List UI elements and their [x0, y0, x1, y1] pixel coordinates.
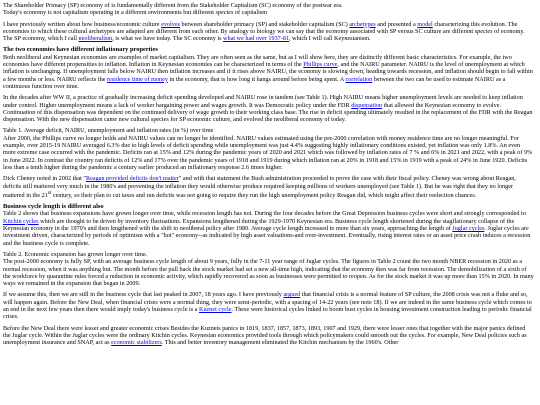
intro-line-2: Today's economy is not capitalism operating in a different environments but different species of capitalism — [3, 9, 268, 17]
table2-caption: Table 2. Economic expansion has grown longer over time. — [3, 250, 148, 258]
text-segment: . These were historical cycles linked to boom bust cycles in housing investment construction leading to periodic financial crises. — [3, 306, 532, 321]
paragraph-deficit-nairu — [3, 94, 534, 123]
link-correlation[interactable]: correlation — [345, 75, 373, 83]
link-evolves[interactable]: evolves — [161, 20, 180, 28]
paragraph-archetypes — [3, 21, 534, 43]
paragraph-post-2000: After 2000, the Phillips curve no longer holds and NAIRU values can no longer be identified. NAIRU values estimated using the pre-2000 correlation with money residence time are no longer meaningful. For example, over 2015-19 NAIRU averaged 6.3% due to high levels of deficit spending while unemployment was just 4.4% suggesting highly inflationary conditions existed, yet inflation was only 1.8%. An even more extreme case occurred with the pandemic. Deficits ran at 15% and 12% during the pandemic years of 2020 and 2021 which was followed by inflation rates of 7 % and 6% in 2021 and 2022, with a peak of 9% in June 2022. In contrast the country ran deficits of 12% and 17% over the pandemic years of 1918 and 1919 during which inflation ran at 20% in 1918 and 15% in 1919 with a peak of 24% in June 1920. Deficits less than a tenth higher during the pandemic a century earlier produced an inflationary response 2.6 times higher. — [3, 134, 533, 171]
text-segment: . This and better inventory management eliminated the Kitchin mechanism by the 1960's. Other — [161, 339, 399, 347]
link-archetypes[interactable]: archetypes — [349, 20, 376, 28]
superscript-text: st — [47, 189, 52, 196]
table1-caption: Table 1. Average deficit, NAIRU, unemployment and inflation rates (in %) over time — [3, 127, 214, 135]
heading-business-cycle: Business cycle length is different also — [3, 203, 104, 211]
link-argued[interactable]: argued — [283, 291, 301, 299]
text-segment: , which I will call Keynesianism. — [289, 35, 371, 43]
emphasis-text: species — [474, 27, 493, 35]
text-segment: Table 2 shows that business expansions have grown longer over time, while recession length has not. During the four decades before the Great Depression business cycles were short and strongly corresponded to — [3, 210, 526, 218]
paragraph-cheney — [3, 175, 534, 199]
text-segment: Both neoliberal and Keynesian economies are examples of market capitalism. They are often seen as the same, but as I will show here, they are distinctly different basic characteristics. For example, the two economies have different propensities to inflation. Inflation in Keynesian economies can be characterized in terms of the — [3, 53, 512, 69]
link-phillips-curve[interactable]: Phillips curve — [303, 61, 338, 69]
link-economic-stabilizers[interactable]: economic stabilizers — [111, 339, 162, 347]
link-juglar-cycles[interactable]: Juglar cycles — [452, 225, 485, 233]
paragraph-phillips — [3, 54, 534, 90]
text-segment: . Juglar cycles are investment driven, characterized by periods of optimism with a "hot" economy--as indicated by high asset valuations-and over-investment. Eventually, rising interest rates or an asset price crash induces a recession and the business cycle is complete. — [3, 225, 531, 247]
text-segment: and presented a — [375, 20, 418, 28]
link-what-we-had[interactable]: what we had over 1937-81 — [223, 35, 290, 43]
paragraph-panics — [3, 325, 534, 347]
link-model[interactable]: model — [417, 20, 433, 28]
link-dispensation[interactable]: dispensation — [351, 101, 383, 109]
link-neoliberalism[interactable]: neoliberalism — [78, 35, 113, 43]
paragraph-juglar: The post-2000 economy is fully SP, with an average business cycle length of about 9 years, fully in the 7-11 year range of Juglar cycles. The figures in Table 2 count the two month NBER recession in 2020 as a normal recession, when it was anything but. The month before the pull back the stock market had set a new all-time high, indicating that the economy then was far from recession. The demobilization of a sixth of the workforce by quarantine rules forced a reduction in economic activity, which rapidly recovered as soon as businesses were permitted to reopen. As for the stock market it was up more than 15% in 2020. In many ways we remained in the expansion that began in 2009. — [3, 258, 534, 288]
text-segment: between the two can be used to estimate NAIRU as a continuous function over time. — [3, 75, 506, 90]
intro-line-1: The Shareholder Primacy (SP) economy of is fundamentally different from the Stakeholder Capitalism (SC) economy of the postwar era. — [3, 2, 343, 9]
text-segment: Dick Cheney noted in 2002 that " — [3, 175, 86, 183]
heading-inflation: The two economies have different inflationary properties — [3, 46, 158, 54]
text-segment: " and with that statement the Bush administration proceeded to prove the case with their fiscal policy. Cheney was wrong about Reagan, deficits still mattered very much in the 1980's and preventing the inflation they would otherwise produce required keeping millions of workers unemployed (see Table 1). But he was right that they no longer mattered in the 21 — [3, 175, 516, 199]
text-segment: of economy. The SP economy, which I call — [3, 27, 525, 43]
text-segment: that financial crisis is a normal feature of SP culture, the 2008 crisis was not a fluke and so, will happen again. Before the New Deal, when financial crises were a normal thing, they were semi-periodic, with a spacing of 14-22 years (see note 18). If we are indeed in the same business cycle which comes to an end in the next few years then there would imply today's business cycle is a — [3, 291, 532, 314]
text-segment: which are thought to be driven by inventory fluctuations. Expansions lengthened during the 1929-1970 Keynesian era. Business cycle length shortened during the stagflationary collapse of the Keynesian economy in the 1970's and then lengthened with the shift to neoliberal policy after 1980. Average cycle length increased to more than six years, approaching the length of — [3, 217, 515, 233]
link-kuznet-cycle[interactable]: Kuznet cycle — [198, 306, 232, 314]
paragraph-expansions — [3, 210, 534, 246]
text-segment: century, so their plan to cut taxes and run deficits was not going to require they run the high unemployment policy Reagan did, which might affect their reelection chances. — [51, 191, 477, 199]
text-segment: Before the New Deal there were lesser and greater economic crises Besides the Kuznets panics in 1819, 1837, 1857, 1873, 1893, 1907 and 1929, there were lesser ones that together with the major panics defined the Juglar cycle. Within the Juglar cycles were the ordinary Kitchin cycles. Keynesian economics provided tools through which policymakers could smooth out the cycles. For example, New Deal policies such as unemployment insurance and SNAP, act as — [3, 324, 527, 347]
text-segment: , and the NAIRU parameter. NAIRU is the level of unemployment at which inflation is unchanging. If unemployment falls below NAIRU then inflation increases and if it rises above NAIRU, the economy is slowing down, heading towards recession, and inflation should begin to fall within a few months or less. NAIRU reflects the — [3, 61, 533, 83]
link-kitchin-cycles[interactable]: Kitchin cycles — [3, 217, 39, 225]
text-segment: If we assume this, then we are still in the business cycle that last peaked in 2007, 18 years ago. I have previously — [3, 291, 284, 299]
paragraph-kuznet — [3, 291, 534, 320]
text-segment: characterizing this evolution. The economies to which these cultural archetypes are adapted are different from each other. By analogy to biology we can say that the economy associated with SP versus SC culture are different — [3, 20, 518, 35]
text-segment: that allowed the Keynesian economy to evolve. Continuation of this dispensation was dependent on the continued delivery of wage growth to their working class base. The rise in deficit spending ultimately resulted in the replacement of the FDR with the Reagan dispensation. With the new dispensation came new cultural species for SP economic culture, and evolved the neoliberal economy of today. — [3, 101, 533, 124]
link-residence-time[interactable]: residence time of money — [106, 75, 168, 83]
text-segment: between shareholder primacy (SP) and stakeholder capitalism (SC) — [180, 20, 350, 28]
text-segment: I have previously written about how business/economic culture — [3, 20, 162, 28]
text-segment: In the decades after WW II, a practice of gradually increasing deficit spending developed and NAIRU rose in tandem (see Table 1). High NAIRU means higher unemployment levels are needed to keep inflation under control. Higher unemployment means a lack of worker bargaining power and wages growth. It was Democratic policy under the FDR — [3, 94, 523, 109]
text-segment: in the economy, that is how long it hangs around before being spent. A — [167, 75, 346, 83]
text-segment: , is what we have today. The SC economy is — [112, 35, 224, 43]
link-reagan-deficits[interactable]: Reagan provided deficits don't matter — [85, 175, 179, 183]
